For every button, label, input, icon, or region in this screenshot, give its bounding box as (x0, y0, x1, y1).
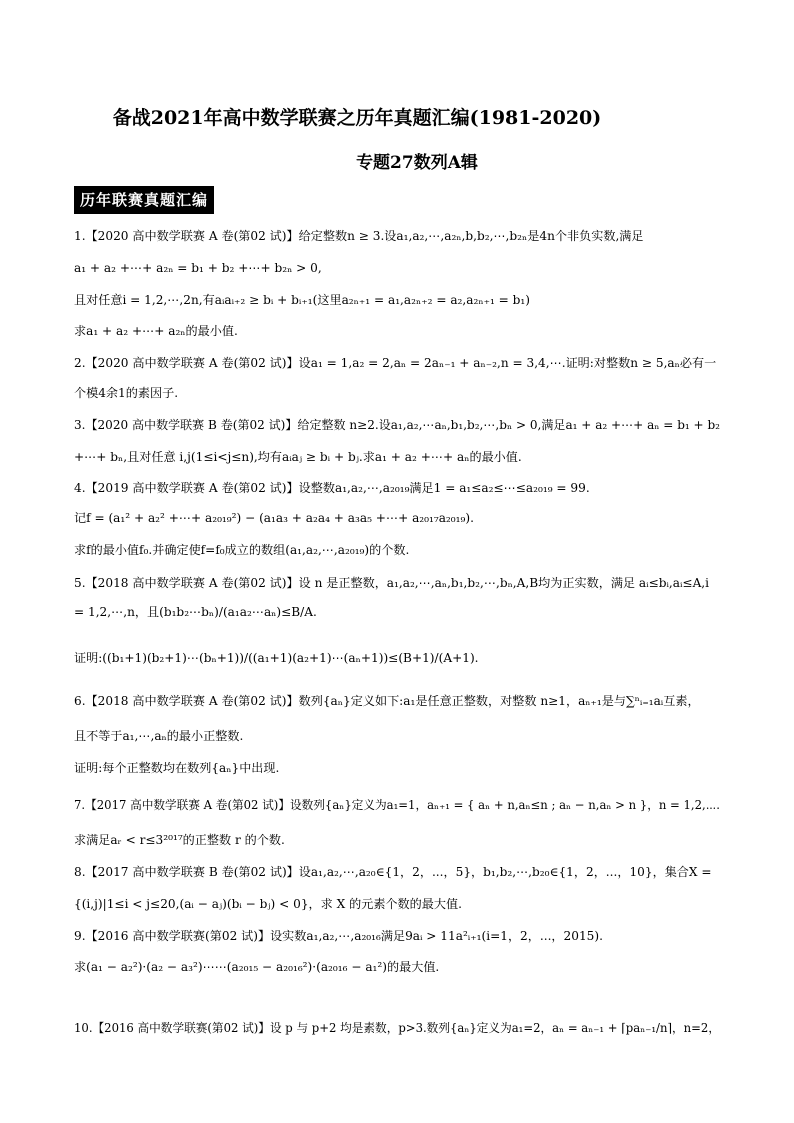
problem-line: 10.【2016 高中数学联赛(第02 试)】设 p 与 p+2 均是素数，p>3.数列{aₙ}定义为a₁=2，aₙ = aₙ₋₁ + ⌈paₙ₋₁/n⌉，n=2， (74, 1021, 720, 1035)
problem-line: 求满足aᵣ < r≤3²⁰¹⁷的正整数 r 的个数. (74, 833, 285, 847)
problem-line: 4.【2019 高中数学联赛 A 卷(第02 试)】设整数a₁,a₂,⋯,a₂₀₁₉满足1 = a₁≤a₂≤⋯≤a₂₀₁₉ = 99. (74, 481, 590, 495)
problem-line: 3.【2020 高中数学联赛 B 卷(第02 试)】给定整数 n≥2.设a₁,a₂,⋯aₙ,b₁,b₂,⋯,bₙ > 0,满足a₁ + a₂ +⋯+ aₙ = b₁ + b₂ (74, 418, 721, 432)
document-subtitle: 专题27数列A辑 (356, 153, 478, 173)
problem-line: {(i,j)|1≤i < j≤20,(aᵢ − aⱼ)(bᵢ − bⱼ) < 0}，求 X 的元素个数的最大值. (74, 897, 462, 911)
problem-line: 且对任意i = 1,2,⋯,2n,有aᵢaᵢ₊₂ ≥ bᵢ + bᵢ₊₁(这里a₂ₙ₊₁ = a₁,a₂ₙ₊₂ = a₂,a₂ₙ₊₁ = b₁) (74, 293, 531, 307)
problem-line: 求a₁ + a₂ +⋯+ a₂ₙ的最小值. (74, 324, 238, 338)
problem-line: 7.【2017 高中数学联赛 A 卷(第02 试)】设数列{aₙ}定义为a₁=1，aₙ₊₁ = { aₙ + n,aₙ≤n ; aₙ − n,aₙ > n }，n = 1,2,⋯. (74, 798, 720, 812)
problem-line: 1.【2020 高中数学联赛 A 卷(第02 试)】给定整数n ≥ 3.设a₁,a₂,⋯,a₂ₙ,b,b₂,⋯,b₂ₙ是4n个非负实数,满足 (74, 229, 644, 243)
problem-line: a₁ + a₂ +⋯+ a₂ₙ = b₁ + b₂ +⋯+ b₂ₙ > 0, (74, 261, 322, 275)
problem-line: 求f的最小值f₀.并确定使f=f₀成立的数组(a₁,a₂,⋯,a₂₀₁₉)的个数. (74, 543, 410, 557)
document-title: 备战2021年高中数学联赛之历年真题汇编(1981-2020) (112, 107, 602, 129)
problem-line: 9.【2016 高中数学联赛(第02 试)】设实数a₁,a₂,⋯,a₂₀₁₆满足9aᵢ > 11a²ᵢ₊₁(i=1，2，...，2015). (74, 929, 603, 943)
problem-line: 记f = (a₁² + a₂² +⋯+ a₂₀₁₉²) − (a₁a₃ + a₂a₄ + a₃a₅ +⋯+ a₂₀₁₇a₂₀₁₉). (74, 511, 474, 525)
section-label: 历年联赛真题汇编 (74, 186, 214, 214)
problem-line: 证明:((b₁+1)(b₂+1)⋯(bₙ+1))/((a₁+1)(a₂+1)⋯(aₙ+1))≤(B+1)/(A+1). (74, 651, 479, 665)
problem-line: 求(a₁ − a₂²)·(a₂ − a₃²)⋯⋯(a₂₀₁₅ − a₂₀₁₆²)·(a₂₀₁₆ − a₁²)的最大值. (74, 960, 440, 974)
problem-line: 证明:每个正整数均在数列{aₙ}中出现. (74, 761, 280, 775)
problem-line: 5.【2018 高中数学联赛 A 卷(第02 试)】设 n 是正整数，a₁,a₂,⋯,aₙ,b₁,b₂,⋯,bₙ,A,B均为正实数，满足 aᵢ≤bᵢ,aᵢ≤A,i (74, 576, 710, 590)
problem-line: 2.【2020 高中数学联赛 A 卷(第02 试)】设a₁ = 1,a₂ = 2,aₙ = 2aₙ₋₁ + aₙ₋₂,n = 3,4,⋯.证明:对整数n ≥ 5,aₙ必有一 (74, 356, 717, 370)
problem-line: 6.【2018 高中数学联赛 A 卷(第02 试)】数列{aₙ}定义如下:a₁是任意正整数，对整数 n≥1，aₙ₊₁是与∑ⁿᵢ₌₁aᵢ互素， (74, 694, 700, 708)
problem-line: 且不等于a₁,⋯,aₙ的最小正整数. (74, 729, 244, 743)
problem-line: 8.【2017 高中数学联赛 B 卷(第02 试)】设a₁,a₂,⋯,a₂₀∈{1，2，...，5}，b₁,b₂,⋯,b₂₀∈{1，2，...，10}，集合X = (74, 865, 712, 879)
problem-line: +⋯+ bₙ,且对任意 i,j(1≤i<j≤n),均有aᵢaⱼ ≥ bᵢ + bⱼ.求a₁ + a₂ +⋯+ aₙ的最小值. (74, 450, 522, 464)
problem-line: 个模4余1的素因子. (74, 386, 179, 400)
problem-line: = 1,2,⋯,n，且(b₁b₂⋯bₙ)/(a₁a₂⋯aₙ)≤B/A. (74, 605, 317, 619)
